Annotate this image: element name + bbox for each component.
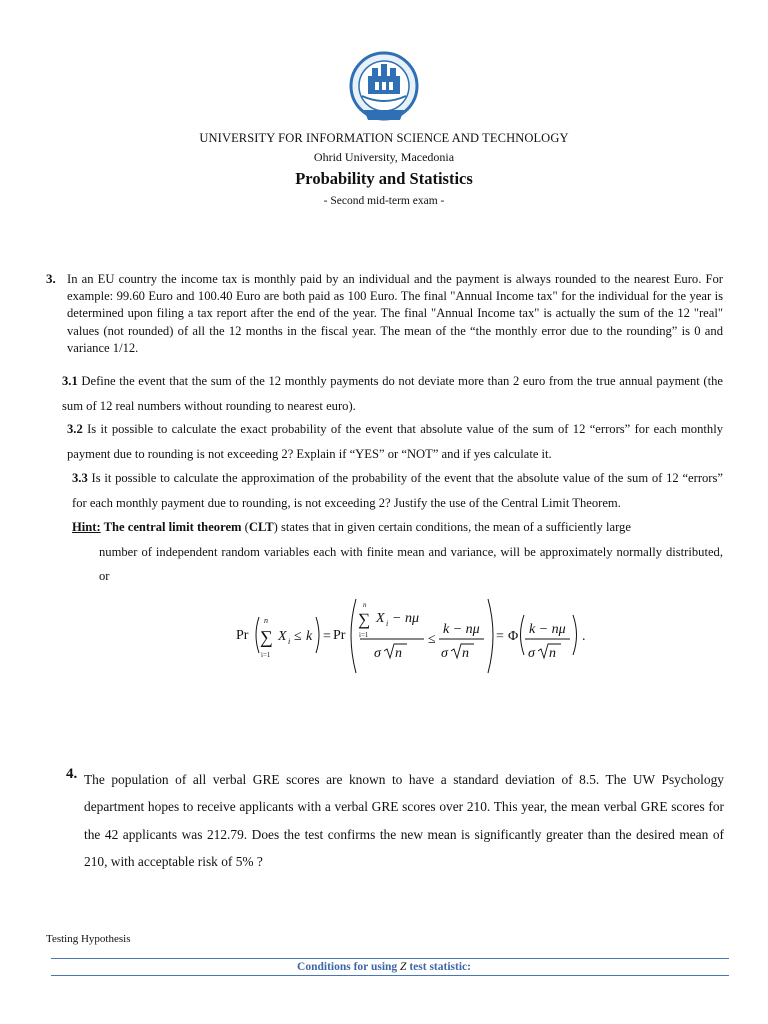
formula-le-2: ≤: [428, 632, 436, 647]
exam-label: - Second mid-term exam -: [323, 195, 445, 207]
part-3-3-text: Is it possible to calculate the approximation of the probability of the event that the absolute value of the sum of 12 “errors” for each monthly payment due to rounding, is not exceeding 2? Justify the use of the Central Limit Theorem.: [72, 471, 723, 510]
part-3-1-number: 3.1: [62, 374, 78, 388]
formula-sum-lower-2: i=1: [359, 631, 369, 639]
formula-sum-upper-1: n: [264, 616, 268, 625]
hint-clt: CLT: [248, 520, 274, 534]
hint-text-rest: number of independent random variables each with finite mean and variance, will be approximately normally distributed, or: [99, 544, 723, 583]
question-4-text: The population of all verbal GRE scores are known to have a standard deviation of 8.5. The UW Psychology department hopes to receive applicants with a verbal GRE scores over 210. This year, the mean verbal GRE scores for the 42 applicants was 212.79. Does the test confirms the new mean is significantly greater than the desired mean of 210, with acceptable risk of 5% ?: [84, 772, 724, 869]
formula-phi: Φ: [508, 629, 519, 644]
formula-x-sub-2: i: [386, 619, 389, 628]
formula-minus-nmu-1: − nμ: [392, 611, 419, 626]
formula-pr-1: Pr: [236, 628, 249, 643]
formula-k-1: k: [306, 629, 313, 644]
university-name: UNIVERSITY FOR INFORMATION SCIENCE AND TECHNOLOGY: [199, 131, 569, 145]
formula-pr-2: Pr: [333, 628, 346, 643]
formula-sigma-2: σ: [441, 646, 448, 661]
part-3-2-text: Is it possible to calculate the exact probability of the event that absolute value of the sum of 12 “errors” for each monthly payment due to rounding is not exceeding 2? Explain if “YES” or “NOT” and if yes calculate it.: [67, 422, 723, 461]
top-rule: [51, 958, 729, 959]
formula-sum-1: ∑: [260, 627, 273, 647]
question-3-2: [67, 417, 723, 466]
conditions-var: Z: [400, 961, 407, 973]
hint-paren-close: ): [273, 520, 278, 534]
formula-root-n-3: n: [549, 646, 556, 661]
conditions-suffix: test statistic:: [406, 961, 471, 973]
question-3-1: [62, 369, 723, 418]
question-4-number: 4.: [66, 766, 78, 782]
formula-root-n-1: n: [395, 646, 402, 661]
question-3-3: [72, 466, 723, 515]
hint-text-first: states that in given certain conditions, the mean of a sufficiently large: [277, 520, 631, 534]
formula-eq-1: =: [323, 629, 331, 644]
section-label: Testing Hypothesis: [46, 933, 131, 945]
formula-sigma-1: σ: [374, 646, 381, 661]
course-title: Probability and Statistics: [295, 169, 473, 188]
formula-eq-2: =: [496, 629, 504, 644]
part-3-1-text: Define the event that the sum of the 12 monthly payments do not deviate more than 2 euro from the true annual payment (the sum of 12 real numbers without rounding to nearest euro).: [62, 374, 723, 413]
hint-block: [72, 515, 723, 589]
university-logo: [348, 50, 420, 130]
formula-x-2: X: [376, 611, 385, 626]
formula-x-1: X: [278, 629, 287, 644]
formula-x-sub-1: i: [288, 637, 291, 646]
hint-heading: The central limit theorem: [100, 520, 242, 534]
hint-label: Hint:: [72, 520, 101, 534]
formula-le-1: ≤: [294, 629, 302, 644]
part-3-2-number: 3.2: [67, 422, 83, 436]
formula-sum-lower-1: i=1: [261, 651, 271, 659]
bottom-rule: [51, 975, 729, 976]
formula-dot: .: [582, 629, 586, 644]
formula-sum-upper-2: n: [363, 601, 367, 609]
university-subtitle: Ohrid University, Macedonia: [313, 150, 455, 164]
hint-first-line: [72, 515, 723, 540]
conditions-heading: [0, 961, 768, 973]
formula-k-minus-nmu-1: k − nμ: [443, 622, 480, 637]
question-3-number: 3.: [46, 271, 56, 286]
clt-formula: [232, 595, 602, 677]
formula-k-minus-nmu-2: k − nμ: [529, 622, 566, 637]
formula-sigma-3: σ: [528, 646, 535, 661]
question-3-text: In an EU country the income tax is monthly paid by an individual and the payment is always rounded to the nearest Euro. For example: 99.60 Euro and 100.40 Euro are both paid as 100 Euro. The final "Annual Income tax" for the individual for the year is determined upon filing a tax report after the end of the year. The final "Annual Income tax" is actually the sum of the 12 "real" values (not rounded) of all the 12 months in the fiscal year. The mean of the “the monthly error due to the rounding” is 0 and variance 1/12.: [67, 272, 723, 355]
hint-paren-open: (: [241, 520, 249, 534]
part-3-3-number: 3.3: [72, 471, 88, 485]
formula-root-n-2: n: [462, 646, 469, 661]
conditions-prefix: Conditions for using: [297, 961, 401, 973]
formula-sum-2: ∑: [358, 610, 371, 629]
